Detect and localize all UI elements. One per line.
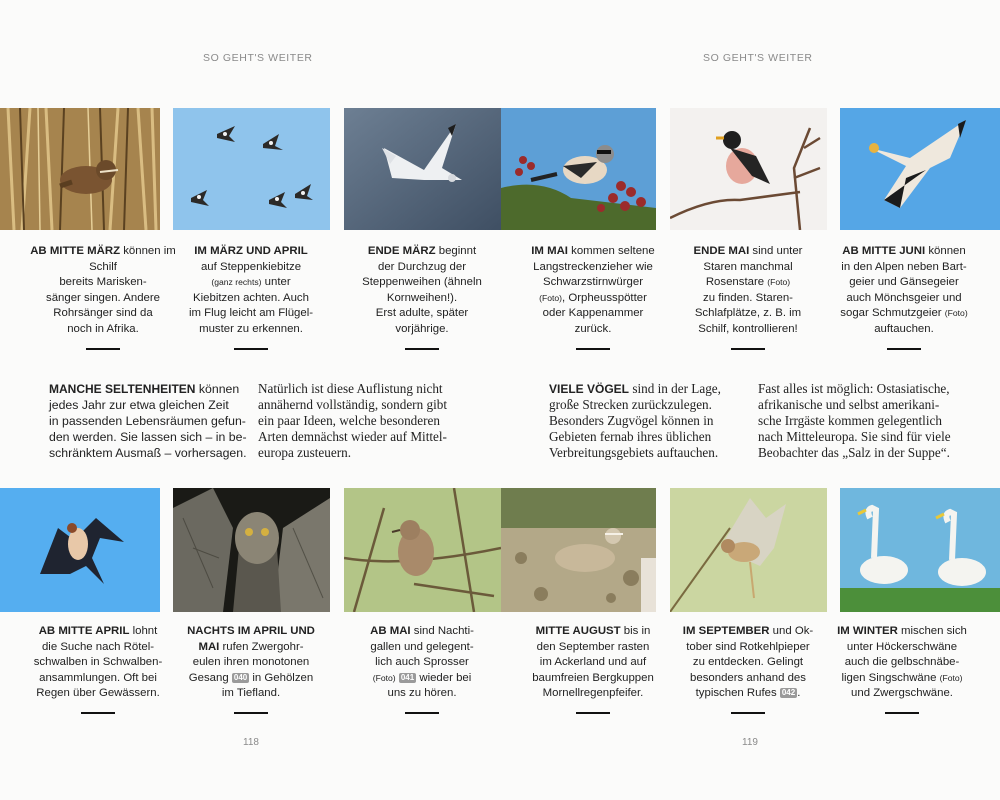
audio-track-badge[interactable]: 042 — [781, 688, 796, 698]
caption-rule — [887, 348, 921, 350]
photo-pallid-harrier — [344, 108, 501, 230]
caption-march-april: IM MÄRZ UND APRIL auf Steppenkiebitze (ganz rechts) unter Kiebitzen achten. Auch im Flug leicht am Flügel- muster zu erkennen. — [173, 244, 329, 350]
caption-rule — [234, 712, 268, 714]
photo-dotterel — [501, 488, 656, 612]
caption-rule — [885, 712, 919, 714]
caption-end-march: ENDE MÄRZ beginnt der Durchzug der Steppenweihen (ähneln Kornweihen!). Erst adulte, später vorjährige. — [344, 244, 500, 350]
running-head-left: SO GEHT'S WEITER — [203, 52, 313, 64]
caption-mid-april: AB MITTE APRIL lohnt die Suche nach Rötel- schwalben in Schwalben- ansammlungen. Oft bei Regen über Gewässern. — [20, 624, 176, 714]
caption-may: IM MAI kommen seltene Langstreckenzieher wie Schwarzstirnwürger (Foto), Orpheusspötter oder Kappenammer zurück. — [515, 244, 671, 350]
caption-rule — [405, 348, 439, 350]
running-head-right: SO GEHT'S WEITER — [703, 52, 813, 64]
photo-sociable-lapwings — [173, 108, 330, 230]
photo-scops-owl — [173, 488, 330, 612]
caption-winter: IM WINTER mischen sich unter Höckerschwäne auch die gelbschnäbe- ligen Singschwäne (Foto) und Zwergschwäne. — [824, 624, 980, 714]
paragraph-vagrants: Fast alles ist möglich: Ostasiatische, afrikanische und selbst amerikani- sche Irrgäste kommen gelegentlich nach Mitteleuropa. Sie sind für viele Beobachter das „Salz in der Suppe“. — [758, 381, 951, 460]
caption-from-may: AB MAI sind Nachti- gallen und gelegent- lich auch Sprosser (Foto) 041 wieder bei uns zu hören. — [344, 624, 500, 714]
caption-rule — [731, 712, 765, 714]
paragraph-rarities: MANCHE SELTENHEITEN können jedes Jahr zur etwa gleichen Zeit in passenden Lebensräumen gefun- den werden. Sie lassen sich – in be- schränktem Ausmaß – vorhersagen. — [49, 382, 247, 460]
caption-mid-june: AB MITTE JUNI können in den Alpen neben Bart- geier und Gänsegeier auch Mönchsgeier und sogar Schmutzgeier (Foto) auftauchen. — [826, 244, 982, 350]
caption-end-may: ENDE MAI sind unter Staren manchmal Rosenstare (Foto) zu finden. Staren- Schlafplätze, z. B. im Schilf, kontrollieren! — [670, 244, 826, 350]
photo-red-rumped-swallow — [0, 488, 160, 612]
caption-rule — [405, 712, 439, 714]
photo-egyptian-vulture — [840, 108, 1000, 230]
caption-mid-march: AB MITTE MÄRZ können im Schilf bereits Marisken- sänger singen. Andere Rohrsänger sind da noch in Afrika. — [25, 244, 181, 350]
photo-red-throated-pipit — [670, 488, 827, 612]
caption-september: IM SEPTEMBER und Ok- tober sind Rotkehlpieper zu entdecken. Gelingt besonders anhand des typischen Rufes 042 . — [670, 624, 826, 714]
caption-nights-april-may: NACHTS IM APRIL UND MAI rufen Zwergohr- eulen ihren monotonen Gesang 040 in Gehölzen im Tiefland. — [173, 624, 329, 714]
caption-rule — [576, 712, 610, 714]
caption-rule — [576, 348, 610, 350]
caption-rule — [86, 348, 120, 350]
caption-rule — [731, 348, 765, 350]
photo-rosy-starling — [670, 108, 827, 230]
audio-track-badge[interactable]: 040 — [233, 672, 248, 682]
photo-lesser-grey-shrike — [501, 108, 656, 230]
caption-mid-august: MITTE AUGUST bis in den September rasten im Ackerland und auf baumfreien Bergkuppen Mornellregenpfeifer. — [515, 624, 671, 714]
caption-rule — [234, 348, 268, 350]
paragraph-many-birds: VIELE VÖGEL sind in der Lage, große Strecken zurückzulegen. Besonders Zugvögel können in Gebieten fernab ihres üblichen Verbreitungsgebiets auftauchen. — [549, 381, 721, 460]
page-number-right: 119 — [742, 737, 758, 748]
audio-track-badge[interactable]: 041 — [400, 672, 415, 682]
photo-moustached-warbler — [0, 108, 160, 230]
photo-whooper-swans — [840, 488, 1000, 612]
paragraph-list-note: Natürlich ist diese Auflistung nicht annähernd vollständig, sondern gibt ein paar Ideen, welche besonderen Arten demnächst wieder auf Mittel- europa zusteuern. — [258, 381, 447, 460]
photo-nightingale — [344, 488, 501, 612]
page-number-left: 118 — [243, 737, 259, 748]
caption-rule — [81, 712, 115, 714]
